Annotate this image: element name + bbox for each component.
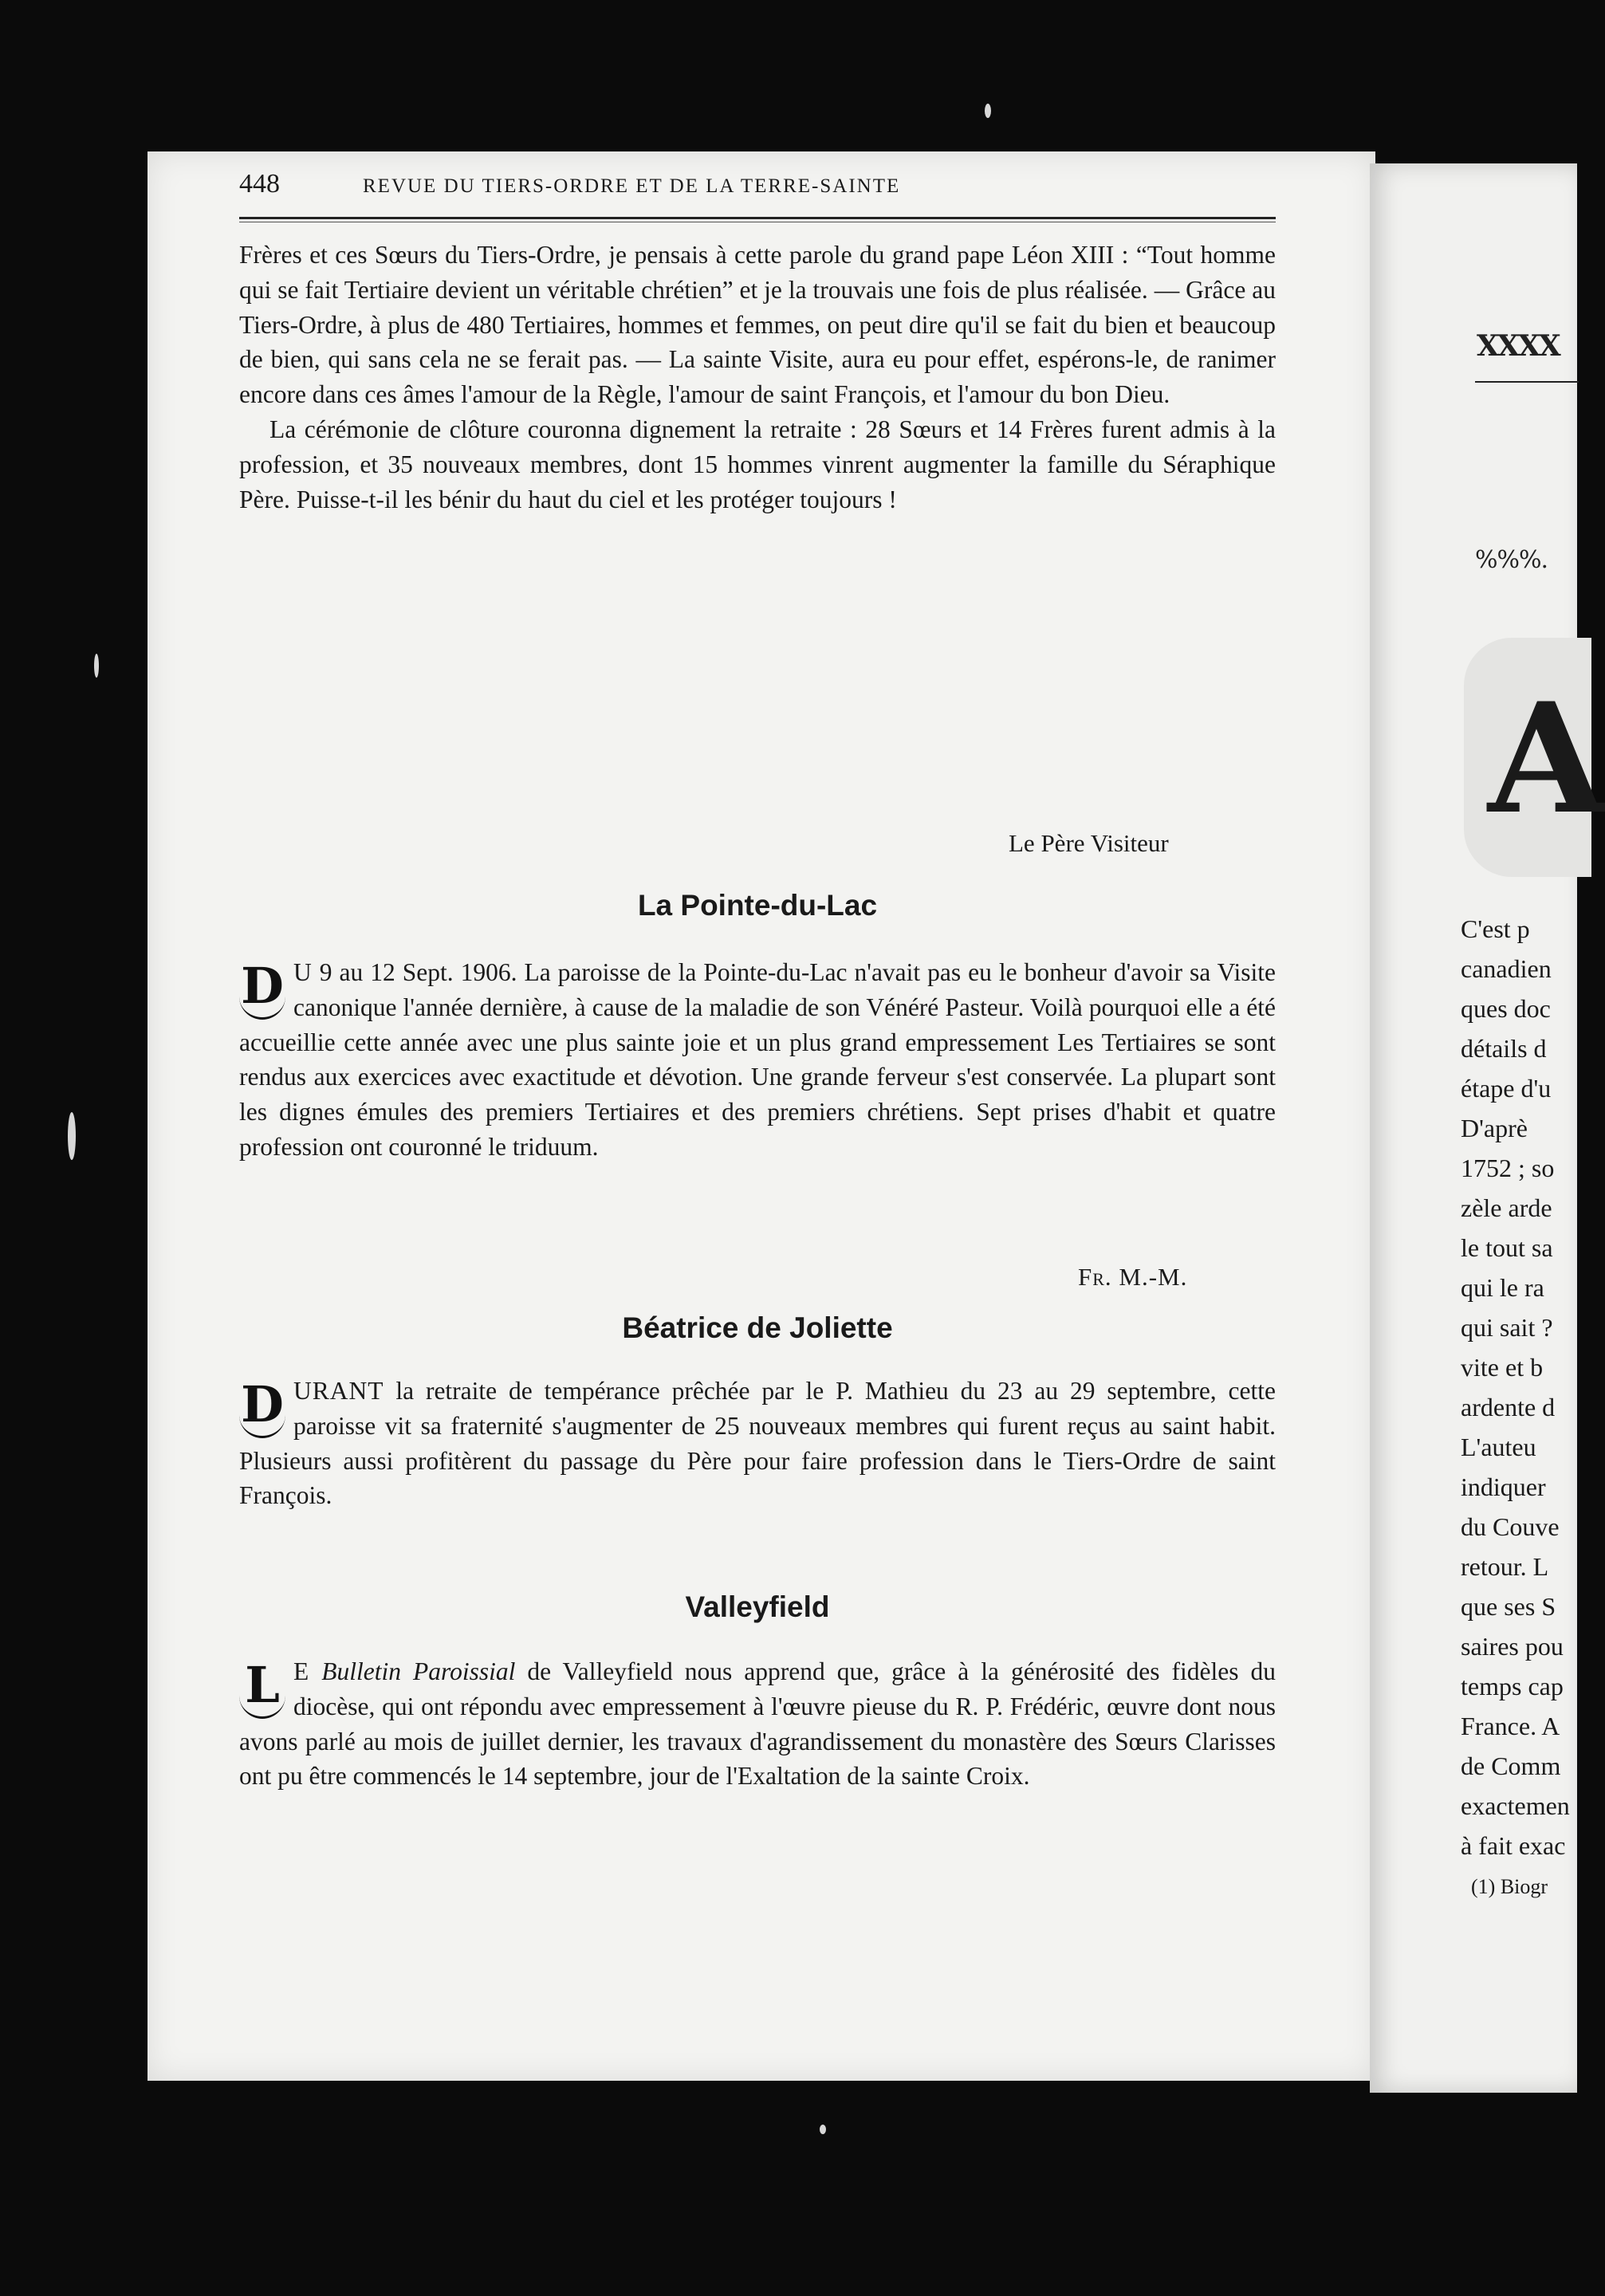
right-line: France. A <box>1461 1712 1560 1740</box>
right-line: du Couve <box>1461 1512 1560 1541</box>
signature-pere-visiteur: Le Père Visiteur <box>1009 829 1169 857</box>
header-rule <box>239 217 1276 219</box>
scan-speck <box>68 1112 76 1160</box>
decorated-initial-letter: A <box>1488 670 1605 847</box>
intro-paragraph-2: La cérémonie de clôture couronna dignement la retraite : 28 Sœurs et 14 Frères furent admis à la profession, et 35 nouveaux membres, dont 15 hommes vinrent augmenter la famille du Séraphique Père. Puisse-t-il les bénir du haut du ciel et les protéger toujours ! <box>239 415 1276 513</box>
section-body: la retraite de tempérance prêchée par le P. Mathieu du 23 au 29 septembre, cette paroisse vit sa fraternité s'augmenter de 25 nouveaux membres qui furent reçus au saint habit. Plusieurs aussi profitèrent du passage du Père pour faire profession dans le Tiers-Ordre de saint François. <box>239 1377 1276 1510</box>
right-line: exactemen <box>1461 1791 1570 1820</box>
lead-word: U <box>293 958 313 986</box>
right-line: qui le ra <box>1461 1273 1544 1302</box>
intro-text <box>239 238 1276 517</box>
intro-paragraph-1: Frères et ces Sœurs du Tiers-Ordre, je pensais à cette parole du grand pape Léon XIII : “Tout homme qui se fait Tertiaire devient un véritable chrétien” et je la trouvais une fois de plus réalisée. — Grâce au Tiers-Ordre, à plus de 480 Tertiaires, hommes et femmes, on peut dire qu'il se fait du bien et beaucoup de bien, qui sans cela ne se ferait pas. — La sainte Visite, aura eu pour effet, espérons-le, de ranimer encore dans ces âmes l'amour de la Règle, l'amour de saint François, et l'amour du bon Dieu. <box>239 241 1276 409</box>
right-line: à fait exac <box>1461 1831 1566 1860</box>
right-line: zèle arde <box>1461 1193 1552 1222</box>
right-line: indiquer <box>1461 1472 1546 1501</box>
section-beatrice-text <box>239 1374 1276 1513</box>
right-small-ornament: %%%. <box>1475 546 1548 574</box>
right-line: ques doc <box>1461 994 1551 1023</box>
lead-word: URANT <box>293 1377 384 1405</box>
section-title-valleyfield: Valleyfield <box>685 1590 830 1623</box>
dropcap-initial: L <box>239 1659 285 1719</box>
section-pointe-du-lac-text <box>239 955 1276 1165</box>
right-line: qui sait ? <box>1461 1313 1553 1342</box>
right-page-text <box>1461 909 1588 1866</box>
scan-speck <box>94 654 99 678</box>
right-line: étape d'u <box>1461 1074 1552 1103</box>
page-header <box>239 167 1276 223</box>
right-footnote: (1) Biogr <box>1471 1875 1548 1898</box>
signature-fr-mm: Fr. M.-M. <box>1078 1263 1188 1291</box>
right-line: vite et b <box>1461 1353 1544 1382</box>
scan-speck <box>820 2125 826 2134</box>
decorated-initial <box>1464 638 1605 877</box>
running-title: REVUE DU TIERS-ORDRE ET DE LA TERRE-SAINTE <box>363 175 901 197</box>
section-body: de Valleyfield nous apprend que, grâce à la générosité des fidèles du diocèse, qui ont répondu avec empressement à l'œuvre pieuse du R. P. Frédéric, œuvre dont nous avons parlé au mois de juillet dernier, les travaux d'agrandissement du monastère des Sœurs Clarisses ont pu être commencés le 14 septembre, jour de l'Exaltation de la sainte Croix. <box>239 1657 1276 1791</box>
right-header-ornament: XXXX <box>1477 329 1560 363</box>
italic-title: Bulletin Paroissial <box>309 1657 516 1685</box>
right-line: ardente d <box>1461 1393 1556 1421</box>
right-line: temps cap <box>1461 1672 1564 1700</box>
right-line: canadien <box>1461 954 1552 983</box>
right-line: que ses S <box>1461 1592 1556 1621</box>
dropcap-initial: D <box>239 1378 285 1438</box>
right-line: de Comm <box>1461 1751 1561 1780</box>
section-title-beatrice-de-joliette: Béatrice de Joliette <box>622 1311 893 1344</box>
right-line: C'est p <box>1461 914 1530 943</box>
right-line: 1752 ; so <box>1461 1154 1555 1182</box>
right-header-rule <box>1475 381 1579 383</box>
section-body: 9 au 12 Sept. 1906. La paroisse de la Pointe-du-Lac n'avait pas eu le bonheur d'avoir sa Visite canonique l'année dernière, à cause de la maladie de son Vénéré Pasteur. Voilà pourquoi elle a été accueillie cette année avec une plus sainte joie et un plus grand empressement Les Tertiaires se sont rendus aux exercices avec exactitude et dévotion. Une grande ferveur s'est conservée. La plupart sont les dignes émules des premiers Tertiaires et des premiers chrétiens. Sept prises d'habit et quatre profession ont couronné le triduum. <box>239 958 1276 1161</box>
section-valleyfield-text <box>239 1654 1276 1794</box>
lead-word: E <box>293 1657 310 1685</box>
dropcap-initial: D <box>239 960 285 1020</box>
section-title-pointe-du-lac: La Pointe-du-Lac <box>637 889 878 922</box>
right-line: D'aprè <box>1461 1114 1528 1142</box>
scan-speck <box>985 104 991 118</box>
right-line: retour. L <box>1461 1552 1549 1581</box>
right-line: détails d <box>1461 1034 1547 1063</box>
page-number: 448 <box>239 169 280 199</box>
right-line: L'auteu <box>1461 1433 1536 1461</box>
right-line: le tout sa <box>1461 1233 1553 1262</box>
right-line: saires pou <box>1461 1632 1564 1661</box>
